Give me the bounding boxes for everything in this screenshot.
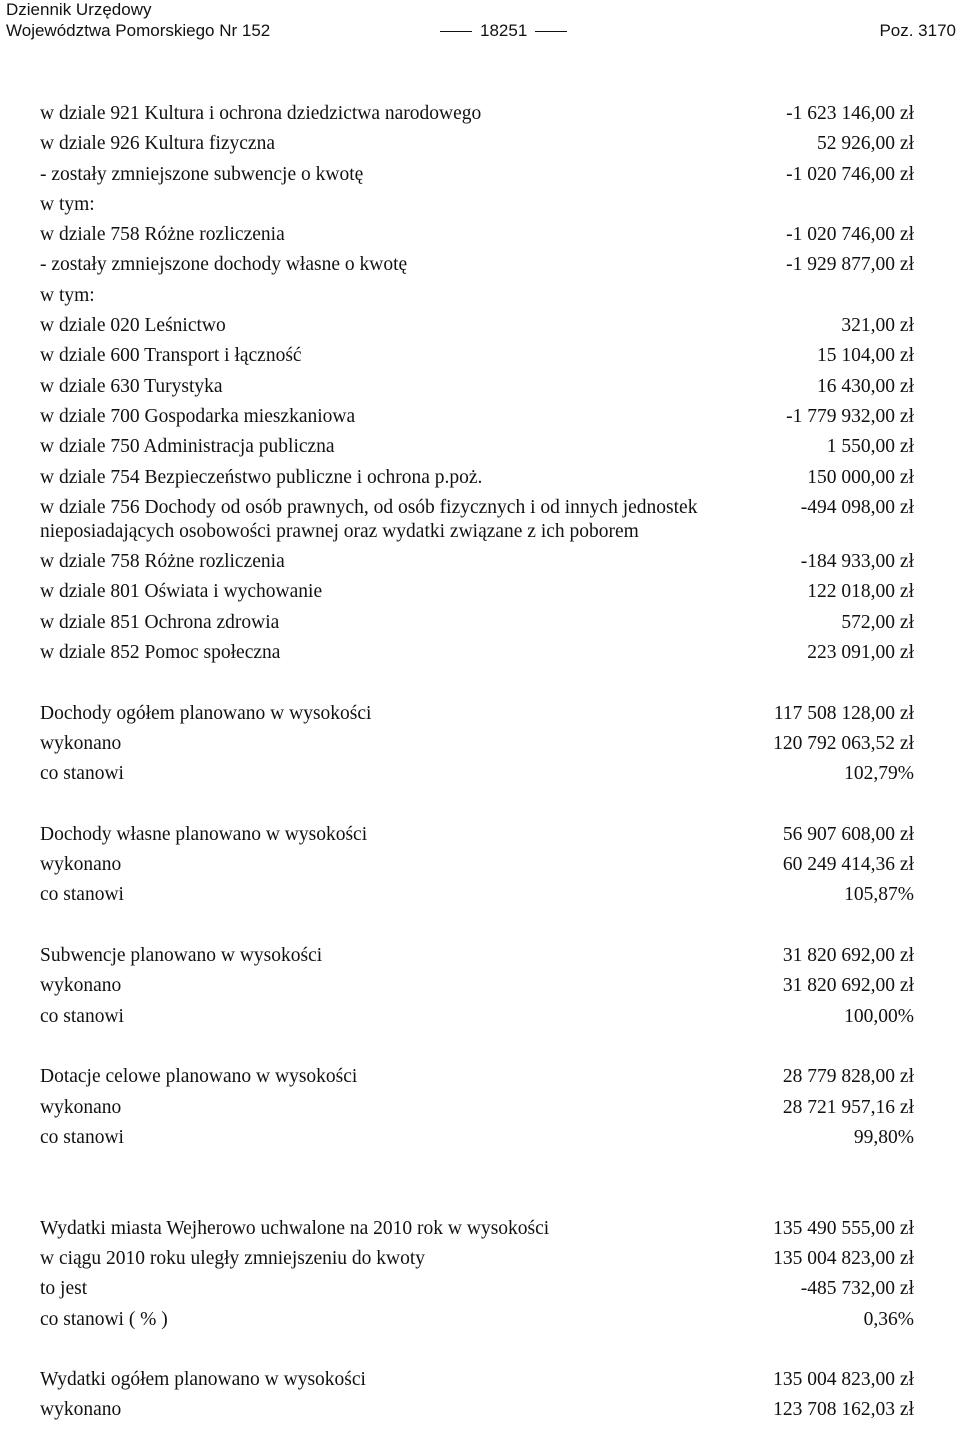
budget-row [40, 466, 914, 496]
budget-row [40, 1096, 914, 1126]
row-label: - zostały zmniejszone dochody własne o kwotę [40, 254, 408, 276]
budget-row [40, 496, 914, 550]
row-label: wykonano [40, 1399, 122, 1421]
budget-row [40, 405, 914, 435]
budget-row [40, 163, 914, 193]
row-label: Wydatki miasta Wejherowo uchwalone na 2010 rok w wysokości [40, 1217, 550, 1239]
budget-row [40, 314, 914, 344]
section-spacer [40, 1338, 914, 1368]
budget-row [40, 732, 914, 762]
budget-row [40, 883, 914, 913]
budget-row [40, 580, 914, 610]
row-amount: -494 098,00 zł [800, 496, 914, 518]
row-label: Wydatki ogółem planowano w wysokości [40, 1369, 366, 1391]
budget-row [40, 641, 914, 671]
row-label: w dziale 926 Kultura fizyczna [40, 133, 275, 155]
row-label: w dziale 758 Różne rozliczenia [40, 224, 285, 246]
row-label: w dziale 921 Kultura i ochrona dziedzictwa narodowego [40, 103, 482, 124]
row-label: w dziale 630 Turystyka [40, 375, 223, 397]
row-label: w dziale 852 Pomoc społeczna [40, 642, 281, 664]
page-header [0, 0, 960, 44]
row-label: Dochody ogółem planowano w wysokości [40, 702, 372, 724]
row-amount: 572,00 zł [841, 611, 914, 633]
row-amount: 135 490 555,00 zł [773, 1217, 914, 1239]
row-amount: 52 926,00 zł [817, 133, 914, 155]
row-label: wykonano [40, 732, 122, 754]
row-amount: 31 820 692,00 zł [782, 945, 914, 967]
journal-title-line1: Dziennik Urzędowy [6, 0, 152, 19]
row-amount: 122 018,00 zł [807, 581, 914, 603]
budget-row [40, 974, 914, 1004]
row-label: to jest [40, 1278, 88, 1300]
section-spacer [40, 671, 914, 701]
row-amount: 31 820 692,00 zł [782, 975, 914, 997]
section-spacer [40, 793, 914, 823]
row-label: w dziale 756 Dochody od osób prawnych, od osób fizycznych i od innych jednostek nieposiadających osobowości prawnej oraz wydatki związane z ich poborem [40, 496, 698, 542]
row-amount: 0,36% [863, 1308, 914, 1330]
row-amount: 60 249 414,36 zł [782, 854, 914, 876]
budget-row [40, 1277, 914, 1307]
row-amount: 16 430,00 zł [817, 375, 914, 397]
row-amount: 28 779 828,00 zł [782, 1066, 914, 1088]
page-number-text: 18251 [480, 21, 528, 40]
row-label: co stanowi [40, 1126, 124, 1148]
row-label: co stanowi [40, 763, 124, 785]
budget-row [40, 1217, 914, 1247]
row-amount: 100,00% [844, 1005, 914, 1027]
row-label: w tym: [40, 193, 95, 215]
row-label: w dziale 758 Różne rozliczenia [40, 551, 285, 573]
budget-row [40, 611, 914, 641]
row-label: co stanowi ( % ) [40, 1308, 168, 1330]
section-spacer [40, 914, 914, 944]
row-amount: 102,79% [844, 763, 914, 785]
row-label: co stanowi [40, 884, 124, 906]
row-amount: -1 020 746,00 zł [786, 163, 914, 185]
section-spacer [40, 1156, 914, 1186]
budget-row [40, 1065, 914, 1095]
row-amount: -1 929 877,00 zł [786, 254, 914, 276]
row-amount: 56 907 608,00 zł [782, 823, 914, 845]
row-amount: 99,80% [853, 1126, 914, 1148]
row-label: Dotacje celowe planowano w wysokości [40, 1066, 358, 1088]
budget-row [40, 344, 914, 374]
row-label: co stanowi [40, 1005, 124, 1027]
row-label: w tym: [40, 284, 95, 306]
row-amount: -1 020 746,00 zł [786, 224, 914, 246]
budget-row [40, 1308, 914, 1338]
budget-row [40, 284, 914, 314]
row-label: w ciągu 2010 roku uległy zmniejszeniu do kwoty [40, 1247, 426, 1269]
budget-row [40, 223, 914, 253]
budget-row [40, 853, 914, 883]
row-label: - zostały zmniejszone subwencje o kwotę [40, 163, 364, 185]
row-amount: 15 104,00 zł [817, 345, 914, 367]
row-label: w dziale 750 Administracja publiczna [40, 436, 335, 458]
budget-row [40, 435, 914, 465]
dash-right [535, 31, 567, 32]
row-amount: 135 004 823,00 zł [773, 1369, 914, 1391]
row-label: w dziale 020 Leśnictwo [40, 315, 226, 337]
row-label: wykonano [40, 975, 122, 997]
row-amount: -1 623 146,00 zł [786, 103, 914, 124]
budget-row [40, 944, 914, 974]
budget-row [40, 1247, 914, 1277]
row-label: Subwencje planowano w wysokości [40, 945, 323, 967]
budget-row [40, 1005, 914, 1035]
budget-row [40, 762, 914, 792]
dash-left [440, 31, 472, 32]
row-amount: 135 004 823,00 zł [773, 1247, 914, 1269]
budget-row [40, 102, 914, 132]
budget-row [40, 550, 914, 580]
section-spacer [40, 1035, 914, 1065]
row-amount: 150 000,00 zł [807, 466, 914, 488]
row-label: Dochody własne planowano w wysokości [40, 823, 368, 845]
budget-row [40, 1398, 914, 1428]
budget-row [40, 823, 914, 853]
row-label: w dziale 851 Ochrona zdrowia [40, 611, 280, 633]
budget-row [40, 253, 914, 283]
page-number [432, 20, 575, 42]
row-amount: 123 708 162,03 zł [773, 1399, 914, 1421]
budget-row [40, 193, 914, 223]
row-label: wykonano [40, 1096, 122, 1118]
budget-row [40, 1368, 914, 1398]
position-number: Poz. 3170 [879, 21, 956, 40]
row-amount: -1 779 932,00 zł [786, 405, 914, 427]
budget-row [40, 702, 914, 732]
budget-row [40, 375, 914, 405]
row-label: w dziale 754 Bezpieczeństwo publiczne i ochrona p.poż. [40, 466, 483, 488]
row-amount: 105,87% [844, 884, 914, 906]
document-body [40, 102, 914, 1429]
row-label: w dziale 801 Oświata i wychowanie [40, 581, 323, 603]
row-amount: 321,00 zł [841, 315, 914, 337]
budget-row [40, 132, 914, 162]
row-amount: 223 091,00 zł [807, 642, 914, 664]
journal-title-line2: Województwa Pomorskiego Nr 152 [6, 21, 271, 40]
section-spacer [40, 1186, 914, 1216]
row-amount: -184 933,00 zł [800, 551, 914, 573]
row-amount: 1 550,00 zł [826, 436, 914, 458]
row-label: w dziale 700 Gospodarka mieszkaniowa [40, 405, 356, 427]
row-amount: -485 732,00 zł [800, 1278, 914, 1300]
budget-row [40, 1126, 914, 1156]
row-label: wykonano [40, 854, 122, 876]
row-amount: 28 721 957,16 zł [782, 1096, 914, 1118]
row-amount: 120 792 063,52 zł [773, 732, 914, 754]
row-amount: 117 508 128,00 zł [773, 702, 914, 724]
row-label: w dziale 600 Transport i łączność [40, 345, 302, 367]
